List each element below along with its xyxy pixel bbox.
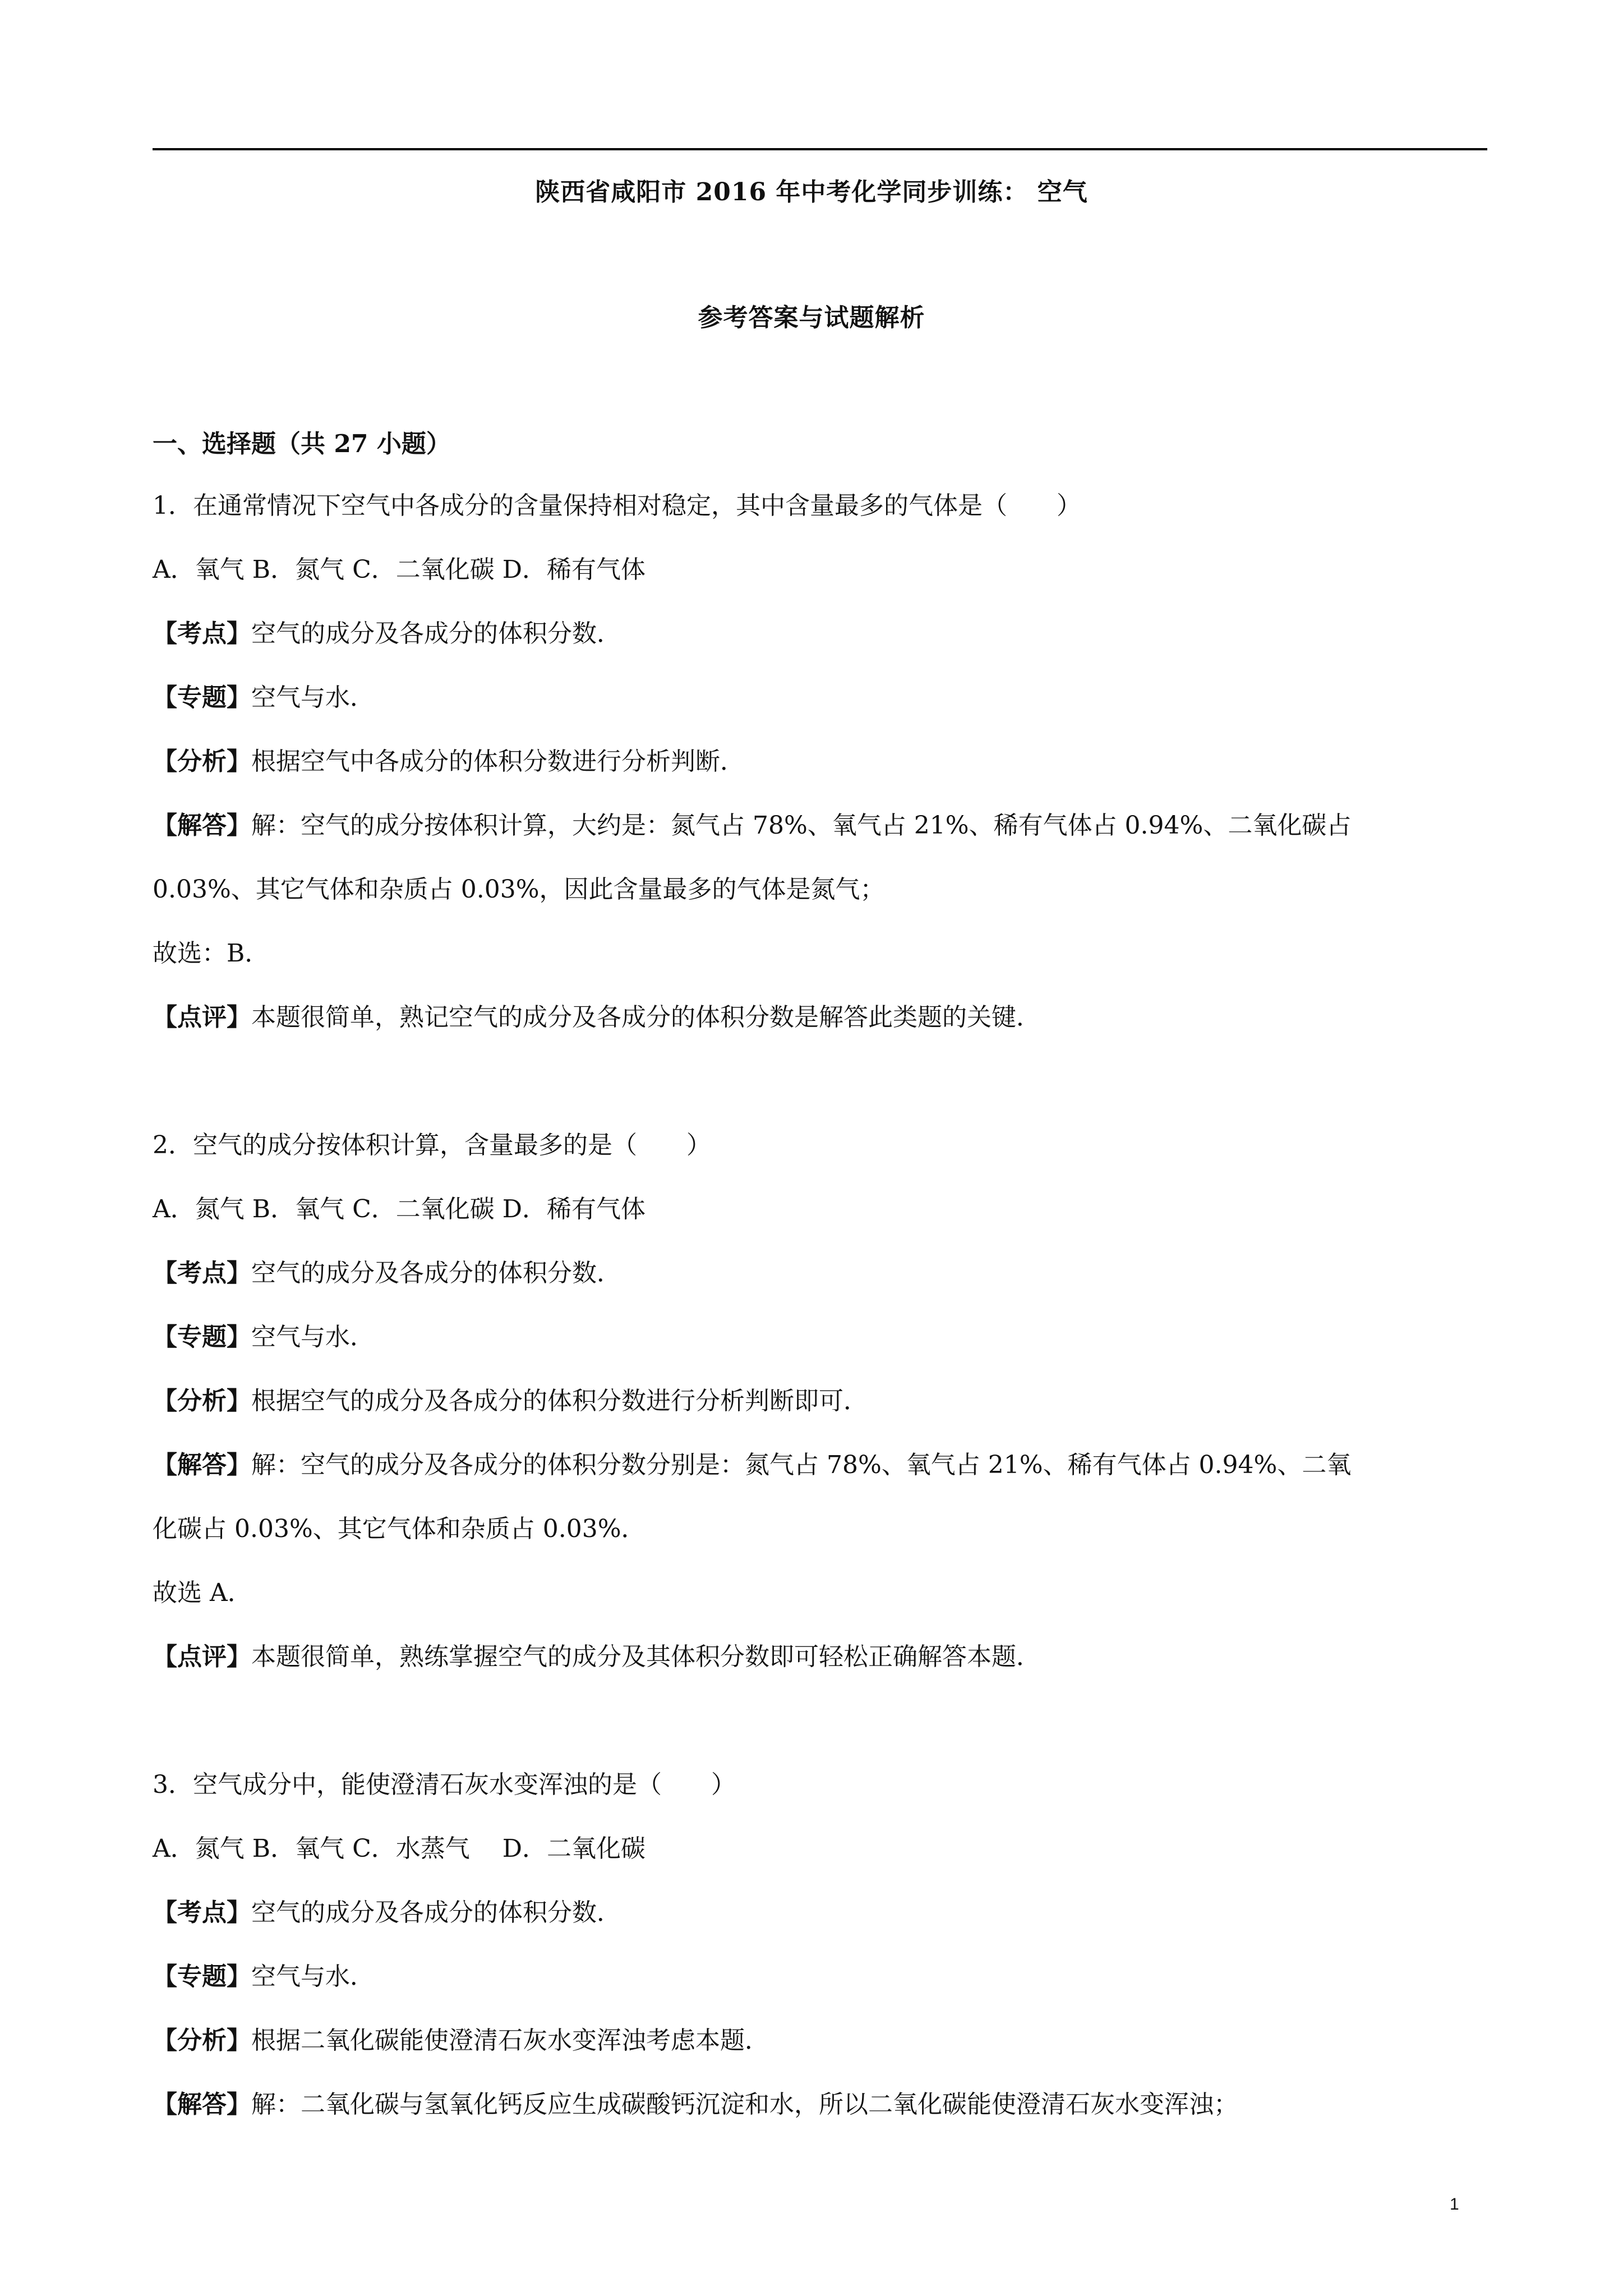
fenxi-text: 根据空气中各成分的体积分数进行分析判断． <box>251 747 745 776</box>
question-2-zhuanti <box>153 1323 375 1352</box>
header-rule <box>153 148 1487 150</box>
question-1-zhuanti <box>153 683 375 713</box>
question-1-stem: 1．在通常情况下空气中各成分的含量保持相对稳定，其中含量最多的气体是（ ） <box>153 491 1081 520</box>
question-1-fenxi <box>153 747 745 777</box>
question-3-stem: 3．空气成分中，能使澄清石灰水变浑浊的是（ ） <box>153 1770 736 1799</box>
kaodian-label: 【考点】 <box>153 1898 251 1927</box>
fenxi-text: 根据空气的成分及各成分的体积分数进行分析判断即可． <box>251 1387 868 1415</box>
dianping-text: 本题很简单，熟练掌握空气的成分及其体积分数即可轻松正确解答本题． <box>251 1642 1041 1671</box>
question-3-fenxi <box>153 2026 769 2056</box>
question-3-zhuanti <box>153 1962 375 1992</box>
fenxi-label: 【分析】 <box>153 1387 251 1415</box>
question-3-options: A．氮气 B．氧气 C．水蒸气 D．二氧化碳 <box>153 1834 646 1863</box>
dianping-label: 【点评】 <box>153 1642 251 1671</box>
zhuanti-text: 空气与水． <box>251 1323 375 1351</box>
question-2-fenxi <box>153 1387 868 1416</box>
question-2-dianping <box>153 1642 1041 1672</box>
section-heading: 一、选择题（共 27 小题） <box>153 430 451 458</box>
fenxi-label: 【分析】 <box>153 747 251 776</box>
question-3-kaodian <box>153 1898 621 1928</box>
kaodian-text: 空气的成分及各成分的体积分数． <box>251 619 621 648</box>
jieda-text: 解：空气的成分及各成分的体积分数分别是：氮气占 78%、氧气占 21%、稀有气体占 0.94%、二氧 <box>251 1451 1352 1479</box>
question-2-answer: 故选 A． <box>153 1579 252 1607</box>
zhuanti-label: 【专题】 <box>153 683 251 712</box>
dianping-label: 【点评】 <box>153 1003 251 1032</box>
jieda-label: 【解答】 <box>153 2090 251 2119</box>
document-title: 陕西省咸阳市 2016 年中考化学同步训练： 空气 <box>535 178 1088 206</box>
zhuanti-text: 空气与水． <box>251 1962 375 1991</box>
zhuanti-label: 【专题】 <box>153 1323 251 1351</box>
question-1-options: A．氧气 B．氮气 C．二氧化碳 D．稀有气体 <box>153 555 646 584</box>
question-1-jieda <box>153 811 1351 841</box>
dianping-text: 本题很简单，熟记空气的成分及各成分的体积分数是解答此类题的关键． <box>251 1003 1041 1032</box>
kaodian-text: 空气的成分及各成分的体积分数． <box>251 1898 621 1927</box>
jieda-label: 【解答】 <box>153 1451 251 1479</box>
question-2-jieda <box>153 1451 1351 1480</box>
fenxi-text: 根据二氧化碳能使澄清石灰水变浑浊考虑本题． <box>251 2026 769 2055</box>
kaodian-text: 空气的成分及各成分的体积分数． <box>251 1259 621 1287</box>
fenxi-label: 【分析】 <box>153 2026 251 2055</box>
question-2-stem: 2．空气的成分按体积计算，含量最多的是（ ） <box>153 1131 711 1159</box>
kaodian-label: 【考点】 <box>153 1259 251 1287</box>
question-1-answer: 故选：B． <box>153 939 270 968</box>
jieda-label: 【解答】 <box>153 811 251 840</box>
document-subtitle: 参考答案与试题解析 <box>698 303 925 332</box>
zhuanti-label: 【专题】 <box>153 1962 251 1991</box>
question-1-dianping <box>153 1003 1041 1033</box>
zhuanti-text: 空气与水． <box>251 683 375 712</box>
question-2-jieda-continued: 化碳占 0.03%、其它气体和杂质占 0.03%． <box>153 1515 646 1543</box>
question-3-jieda <box>153 2090 1238 2120</box>
jieda-text: 解：空气的成分按体积计算，大约是：氮气占 78%、氧气占 21%、稀有气体占 0.94%、二氧化碳占 <box>251 811 1352 840</box>
question-2-kaodian <box>153 1259 621 1289</box>
kaodian-label: 【考点】 <box>153 619 251 648</box>
jieda-text: 解：二氧化碳与氢氧化钙反应生成碳酸钙沉淀和水，所以二氧化碳能使澄清石灰水变浑浊； <box>251 2090 1238 2119</box>
page-number: 1 <box>1450 2195 1459 2214</box>
question-1-jieda-continued: 0.03%、其它气体和杂质占 0.03%，因此含量最多的气体是氮气； <box>153 875 885 904</box>
question-2-options: A．氮气 B．氧气 C．二氧化碳 D．稀有气体 <box>153 1195 646 1223</box>
question-1-kaodian <box>153 619 621 649</box>
